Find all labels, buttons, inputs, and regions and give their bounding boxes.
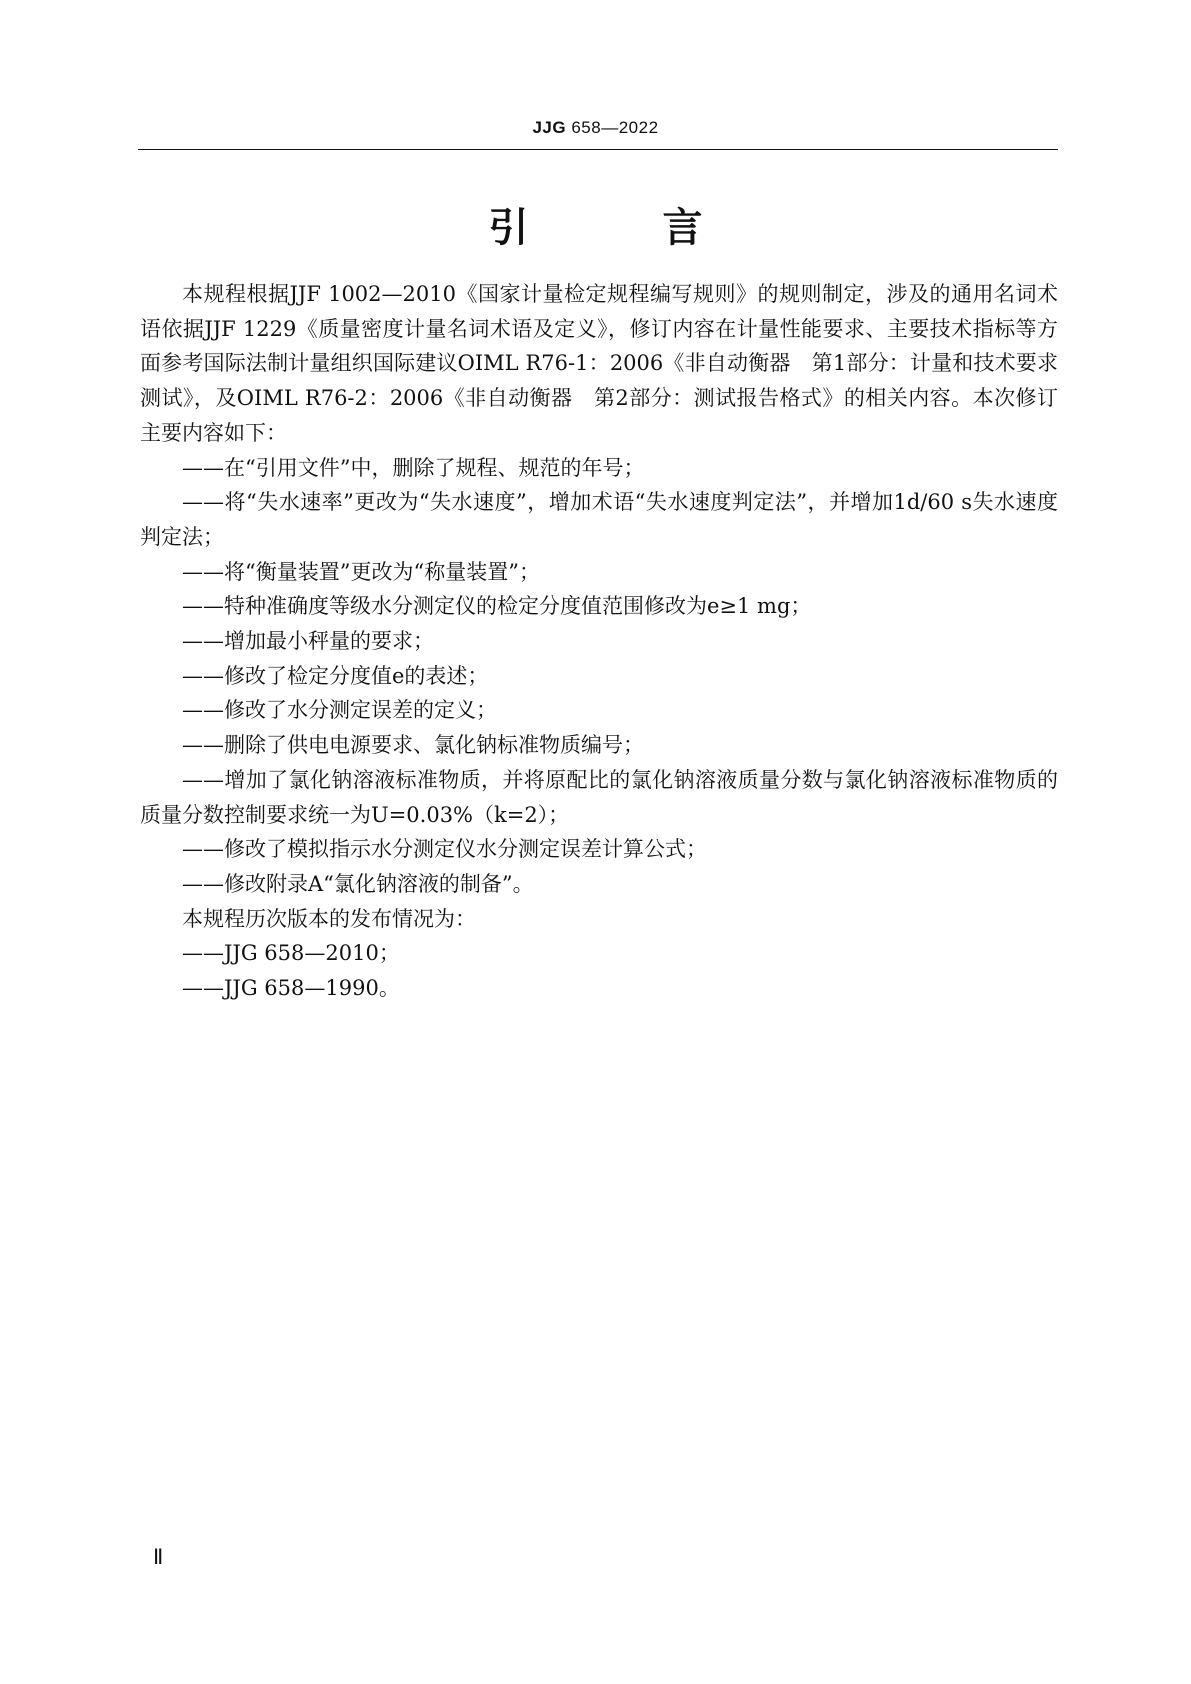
revision-item: ——修改了检定分度值e的表述；: [182, 663, 489, 688]
header-divider: [138, 149, 1058, 150]
revision-item: ——增加最小秤量的要求；: [182, 629, 434, 654]
revision-item: ——修改附录A“氯化钠溶液的制备”。: [182, 871, 534, 896]
history-item: ——JJG 658—2010；: [182, 941, 400, 966]
revision-item: ——修改了模拟指示水分测定仪水分测定误差计算公式；: [182, 837, 707, 862]
revision-item: ——增加了氯化钠溶液标准物质，并将原配比的氯化钠溶液质量分数与氯化钠溶液标准物质的质量分数控制要求统一为U=0.03%（k=2）；: [140, 767, 1058, 827]
header-code-prefix: JJG: [532, 118, 567, 137]
history-item: ——JJG 658—1990。: [182, 976, 400, 1001]
history-intro: 本规程历次版本的发布情况为：: [182, 906, 476, 931]
header-standard-code: [0, 118, 1191, 138]
revision-item: ——删除了供电电源要求、氯化钠标准物质编号；: [182, 733, 644, 758]
page-title: 引 言: [488, 205, 763, 251]
revision-item: ——将“失水速率”更改为“失水速度”，增加术语“失水速度判定法”，并增加1d/60 s失水速度判定法；: [140, 490, 1058, 549]
revision-item: ——修改了水分测定误差的定义；: [182, 698, 497, 723]
page-number: Ⅱ: [153, 1545, 164, 1569]
body-text: [140, 277, 1079, 1006]
header-code-number: 658—2022: [571, 118, 659, 137]
revision-item: ——特种准确度等级水分测定仪的检定分度值范围修改为e≥1 mg；: [182, 594, 812, 619]
revision-item: ——在“引用文件”中，删除了规程、规范的年号；: [182, 455, 645, 480]
revision-item: ——将“衡量装置”更改为“称量装置”；: [182, 559, 540, 584]
intro-paragraph: 本规程根据JJF 1002—2010《国家计量检定规程编写规则》的规则制定，涉及的通用名词术语依据JJF 1229《质量密度计量名词术语及定义》，修订内容在计量性能要求、主要技术指标等方面参考国际法制计量组织国际建议OIML R76-1：2006《非自动衡器 第1部分：计量和技术要求 测试》，及OIML R76-2：2006《非自动衡器 第2部分：测试报告格式》的相关内容。本次修订主要内容如下：: [140, 282, 1079, 445]
